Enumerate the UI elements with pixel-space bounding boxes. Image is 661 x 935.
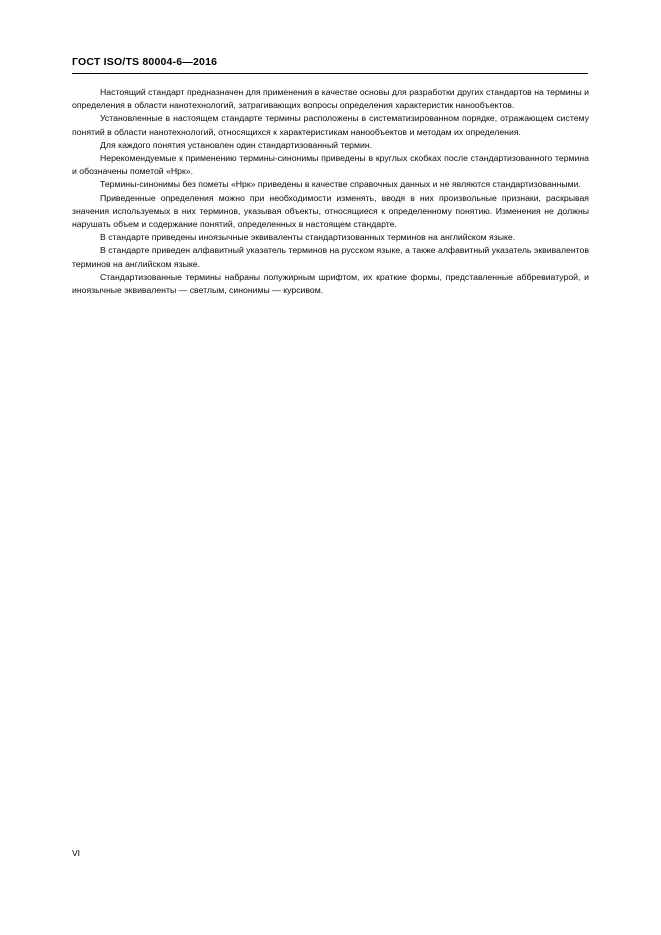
paragraph: Приведенные определения можно при необходимости изменять, вводя в них произвольные признаки, раскрывая значения используемых в них терминов, указывая объекты, относящиеся к определенному понятию. Изменения не должны нарушать объем и содержание понятий, определенных в настоящем стандарте. xyxy=(72,192,589,230)
paragraph: Нерекомендуемые к применению термины-синонимы приведены в круглых скобках после стандартизованного термина и обозначены пометой «Нрк». xyxy=(72,153,589,177)
paragraph: В стандарте приведен алфавитный указатель терминов на русском языке, а также алфавитный указатель эквивалентов терминов на английском языке. xyxy=(72,245,589,269)
document-body xyxy=(72,86,589,297)
paragraph: В стандарте приведены иноязычные эквиваленты стандартизованных терминов на английском языке. xyxy=(100,232,516,243)
paragraph: Стандартизованные термины набраны полужирным шрифтом, их краткие формы, представленные аббревиатурой, и иноязычные эквиваленты — светлым, синонимы — курсивом. xyxy=(72,271,589,296)
paragraph: Установленные в настоящем стандарте термины расположены в систематизированном порядке, отражающем систему понятий в области нанотехнологий, относящихся к характеристикам нанообъектов и методам их определения. xyxy=(72,113,589,137)
header-divider xyxy=(72,73,588,74)
paragraph: Термины-синонимы без пометы «Нрк» приведены в качестве справочных данных и не являются стандартизованными. xyxy=(100,179,581,190)
document-header-title: ГОСТ ISO/TS 80004-6—2016 xyxy=(72,56,218,68)
page-number: VI xyxy=(72,848,81,858)
paragraph: Настоящий стандарт предназначен для применения в качестве основы для разработки других стандартов на термины и определения в области нанотехнологий, затрагивающих вопросы определения характеристик нанообъектов. xyxy=(72,87,589,111)
paragraph: Для каждого понятия установлен один стандартизованный термин. xyxy=(100,139,373,150)
